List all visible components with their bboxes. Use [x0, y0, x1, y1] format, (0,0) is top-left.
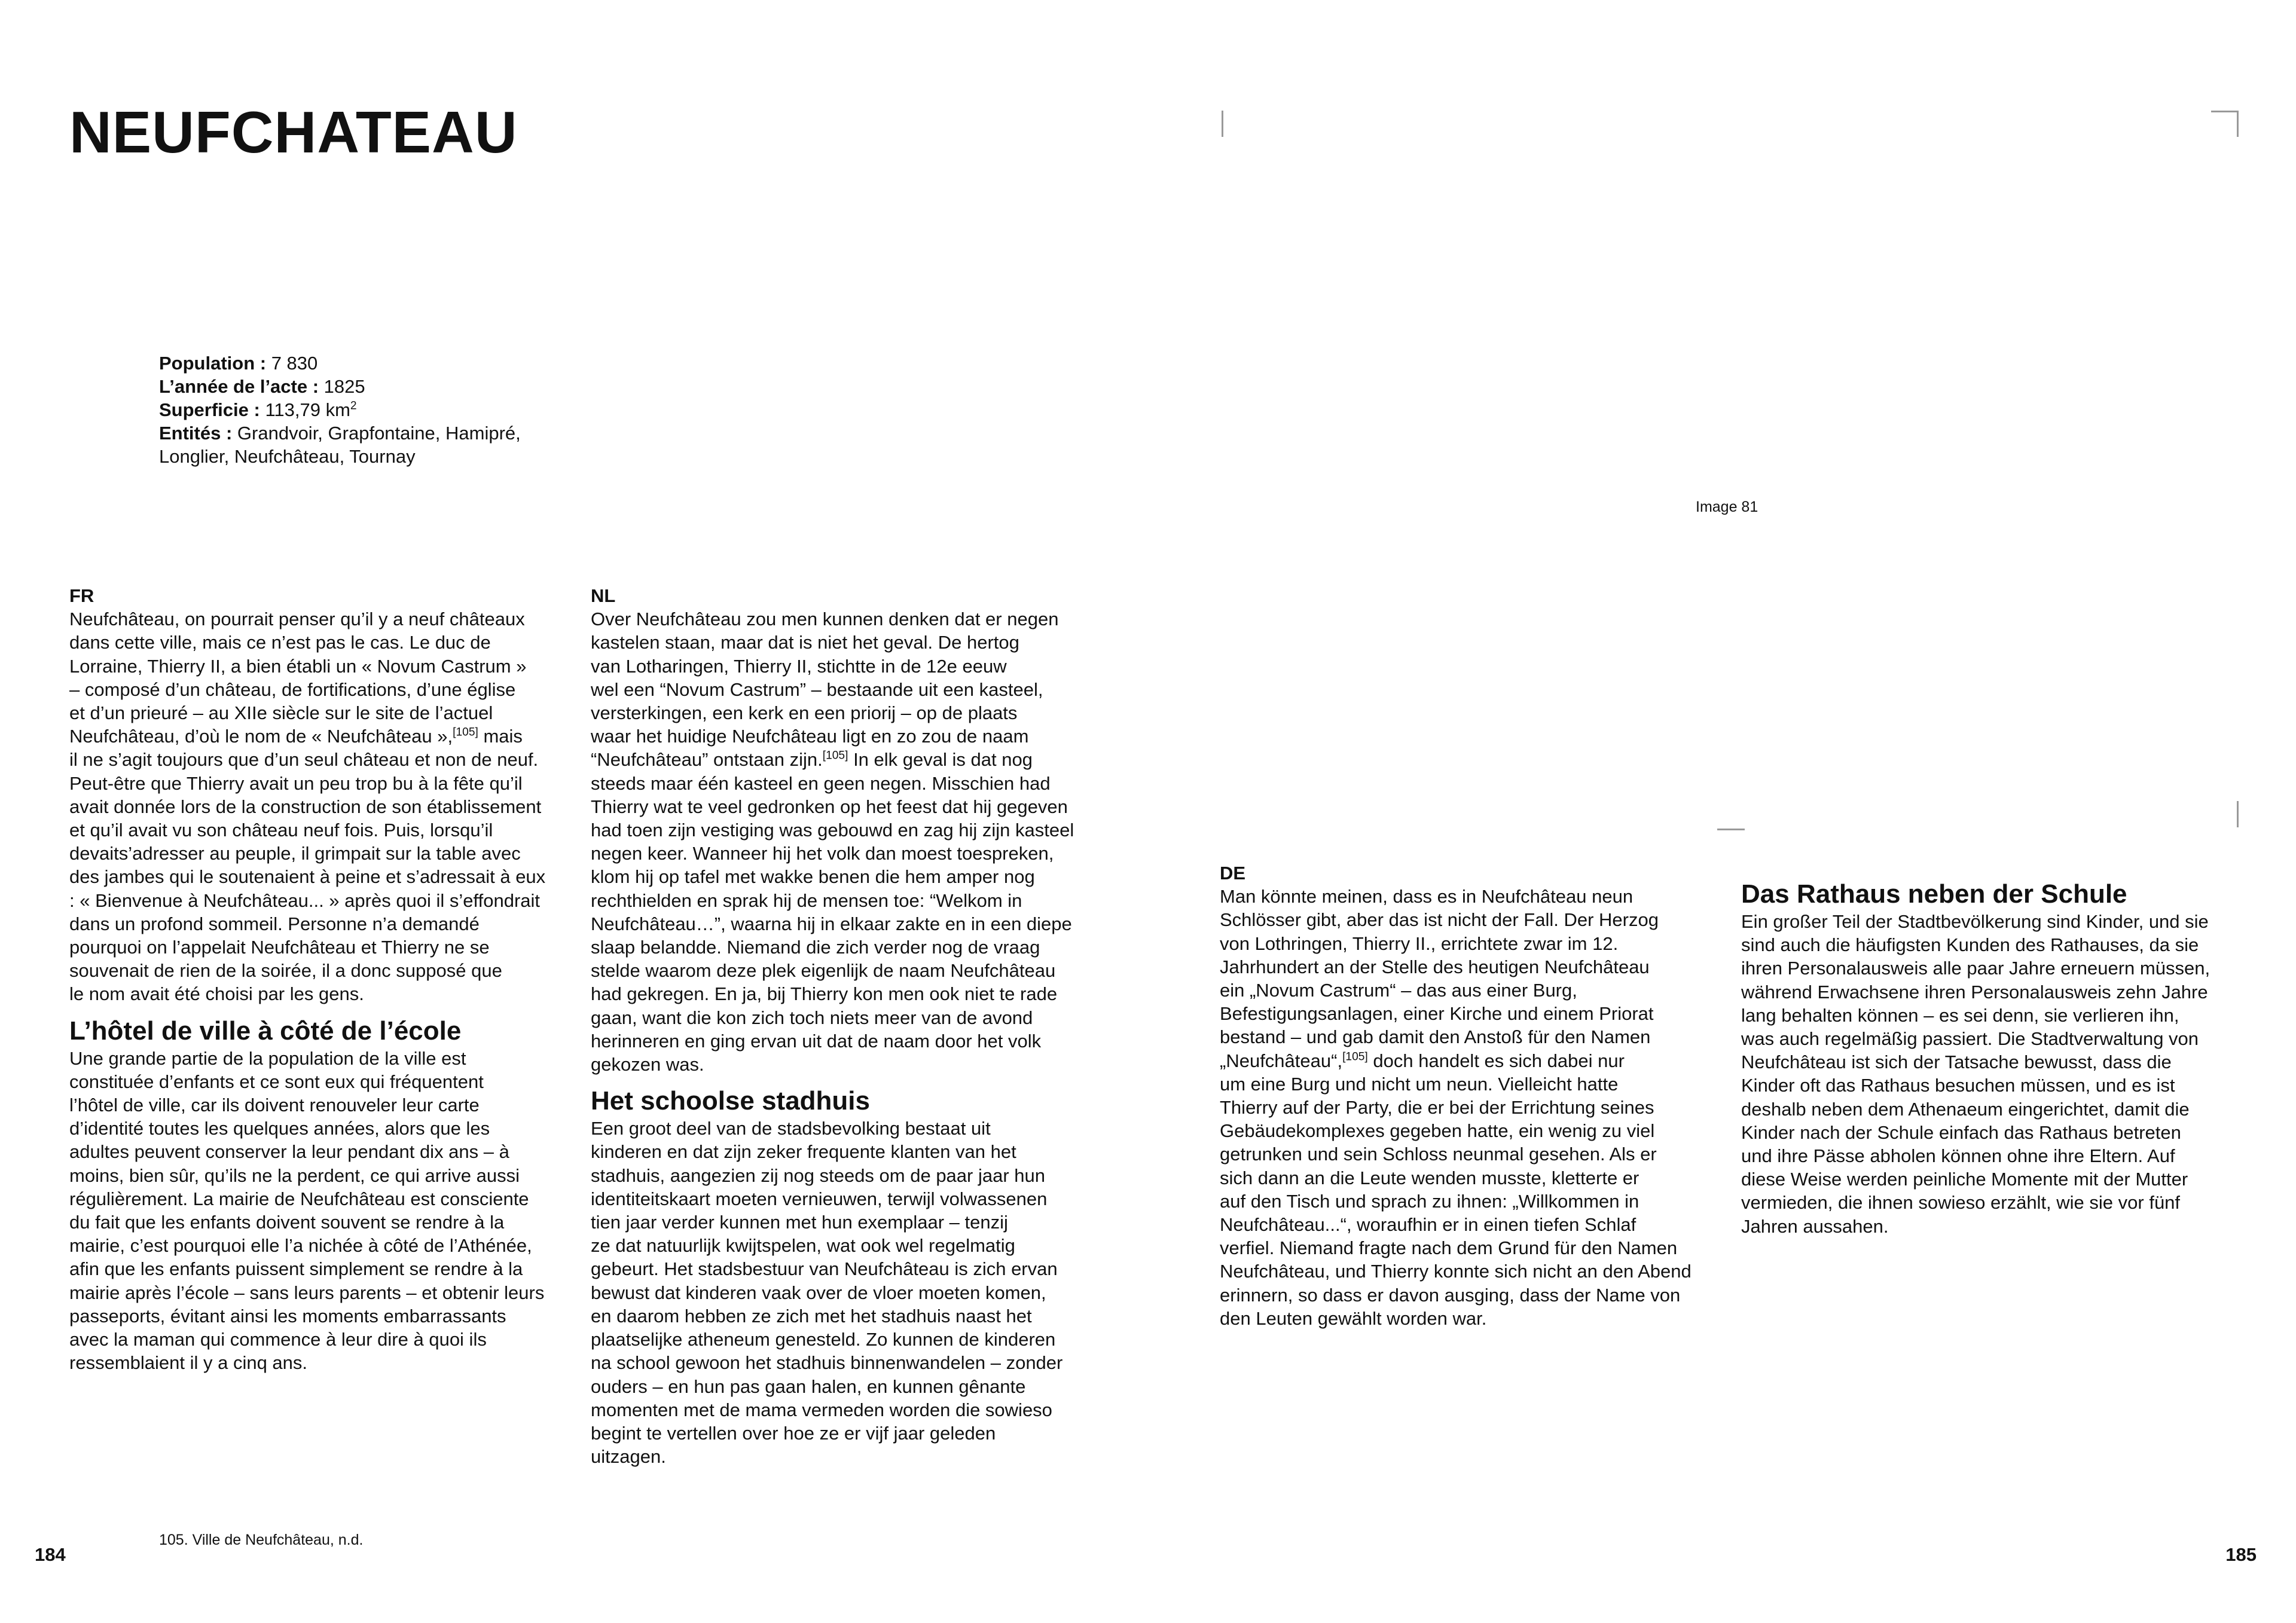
column-de-2	[1741, 879, 2237, 1238]
fact-label: Population :	[159, 353, 267, 374]
column-fr	[69, 584, 560, 1375]
footnote-ref: [105]	[1342, 1050, 1368, 1063]
paragraph-fr-2: Une grande partie de la population de la ville est constituée d’enfants et ce sont eux qui fréquentent l’hôtel de ville, car ils doivent renouveler leur carte d’identité toutes les quelques années, alors que les adultes peuvent conserver la leur pendant dix ans – à moins, bien sûr, qu’ils ne la perdent, ce qui arrive aussi régulièrement. La mairie de Neufchâteau est consciente du fait que les enfants doivent souvent se rendre à la mairie, c’est pourquoi elle l’a nichée à côté de l’Athénée, afin que les enfants puissent simplement se rendre à la mairie après l’école – sans leurs parents – et obtenir leurs passeports, évitant ainsi les moments embarrassants avec la maman qui commence à leur dire à quoi ils ressemblaient il y a cinq ans.	[69, 1047, 545, 1374]
crop-mark-top-right-horizontal	[2211, 111, 2239, 112]
footnote: 105. Ville de Neufchâteau, n.d.	[159, 1532, 364, 1548]
crop-mark-bottom-center	[1717, 829, 1745, 830]
language-label-nl: NL	[591, 585, 616, 606]
fact-superscript: 2	[350, 399, 357, 412]
page-title: NEUFCHATEAU	[69, 99, 518, 165]
footnote-ref: [105]	[822, 750, 848, 763]
crop-mark-top-left	[1222, 111, 1223, 137]
crop-mark-bottom-right	[2237, 801, 2239, 827]
fact-value: 7 830	[266, 353, 318, 374]
paragraph-de-1	[1220, 885, 1716, 1330]
paragraph-de-2: Ein großer Teil der Stadtbevölkerung sind Kinder, und sie sind auch die häufigsten Kunden des Rathauses, da sie ihren Personalausweis alle paar Jahre erneuern müssen, während Erwachsene ihren Personalausweis zehn Jahre lang behalten können – es sei denn, sie verlieren ihn, was auch regelmäßig passiert. Die Stadtverwaltung von Neufchâteau ist sich der Tatsache bewusst, dass die Kinder oft das Rathaus besuchen müssen, und es ist deshalb neben dem Athenaeum eingerichtet, damit die Kinder nach der Schule einfach das Rathaus betreten und ihre Pässe abholen können ohne ihre Eltern. Auf diese Weise werden peinliche Momente mit der Mutter vermieden, die ihnen sowieso erzählt, wie sie vor fünf Jahren aussahen.	[1741, 911, 2210, 1237]
text-run: Neufchâteau, on pourrait penser qu’il y a neuf châteaux dans cette ville, mais ce n’est pas le cas. Le duc de Lorraine, Thierry II, a bien établi un « Novum Castrum » – composé d’un château, de fortifications, d’une église et d’un prieuré – au XIIe siècle sur le site de l’actuel Neufchâteau, d’où le nom de « Neufchâteau »,	[69, 609, 527, 747]
text-run: doch handelt es sich dabei nur um eine Burg und nicht um neun. Vielleicht hatte Thierry auf der Party, die er bei der Errichtung seines Gebäudekomplexes gegeben hatte, ein wenig zu viel getrunken und sein Schloss neunmal gesehen. Als er sich dann an die Leute wenden musste, kletterte er auf den Tisch und sprach zu ihnen: „Willkommen in Neufchâteau...“, woraufhin er in einen tiefen Schlaf verfiel. Niemand fragte nach dem Grund für den Namen Neufchâteau, und Thierry konnte sich nicht an den Abend erinnern, so dass er davon ausging, dass der Name von den Leuten gewählt worden war.	[1220, 1050, 1692, 1329]
column-de	[1220, 861, 1716, 1330]
paragraph-nl-1	[591, 607, 1081, 1076]
column-nl	[591, 584, 1081, 1468]
subheading-nl: Het schoolse stadhuis	[591, 1086, 871, 1116]
fact-value: 113,79 km	[259, 399, 350, 420]
subheading-fr: L’hôtel de ville à côté de l’école	[69, 1016, 462, 1046]
fact-area	[159, 398, 542, 421]
fact-population	[159, 352, 542, 375]
fact-value: 1825	[319, 376, 365, 397]
text-run: In elk geval is dat nog steeds maar één kasteel en geen negen. Misschien had Thierry wat te veel gedronken op het feest dat hij gegeven had toen zijn vestiging was gebouwd en zag hij zijn kasteel negen keer. Wanneer hij het volk dan moest toespreken, klom hij op tafel met wakke benen die hem amper nog rechthielden en sprak hij de mensen toe: “Welkom in Neufchâteau…”, waarna hij in elkaar zakte en in een diepe slaap belandde. Niemand die zich verder nog de vraag stelde waarom deze plek eigenlijk de naam Neufchâteau had gekregen. En ja, bij Thierry kon men ook niet te rade gaan, want die kon zich toch niets meer van de avond herinneren en ging ervan uit dat de naam door het volk gekozen was.	[591, 749, 1074, 1075]
language-label-fr: FR	[69, 585, 94, 606]
facts-block	[159, 352, 542, 468]
page-number-left: 184	[35, 1544, 66, 1565]
language-label-de: DE	[1220, 863, 1246, 884]
fact-entities	[159, 421, 542, 468]
page-number-right: 185	[2225, 1544, 2257, 1565]
fact-label: Superficie :	[159, 399, 260, 420]
fact-year	[159, 375, 542, 398]
paragraph-nl-2: Een groot deel van de stadsbevolking bestaat uit kinderen en dat zijn zeker frequente klanten van het stadhuis, aangezien zij nog steeds om de paar jaar hun identiteitskaart moeten vernieuwen, terwijl volwassenen tien jaar verder kunnen met hun exemplaar – tenzij ze dat natuurlijk kwijtspelen, wat ook wel regelmatig gebeurt. Het stadsbestuur van Neufchâteau is zich ervan bewust dat kinderen vaak over de vloer moeten komen, en daarom hebben ze zich met het stadhuis naast het plaatselijke atheneum genesteld. Zo kunnen de kinderen na school gewoon het stadhuis binnenwandelen – zonder ouders – en hun pas gaan halen, en kunnen gênante momenten met de mama vermeden worden die sowieso begint te vertellen over hoe ze er vijf jaar geleden uitzagen.	[591, 1118, 1063, 1468]
text-run: Man könnte meinen, dass es in Neufchâteau neun Schlösser gibt, aber das ist nicht der Fall. Der Herzog von Lothringen, Thierry II., errichtete zwar im 12. Jahrhundert an der Stelle des heutigen Neufchâteau ein „Novum Castrum“ – das aus einer Burg, Befestigungsanlagen, einer Kirche und einem Priorat bestand – und gab damit den Anstoß für den Namen „Neufchâteau“,	[1220, 886, 1659, 1071]
footnote-ref: [105]	[453, 726, 478, 739]
fact-label: L’année de l’acte :	[159, 376, 319, 397]
text-run: Over Neufchâteau zou men kunnen denken dat er negen kastelen staan, maar dat is niet het geval. De hertog van Lotharingen, Thierry II, stichtte in de 12e eeuw wel een “Novum Castrum” – bestaande uit een kasteel, versterkingen, een kerk en een priorij – op de plaats waar het huidige Neufchâteau ligt en zo zou de naam “Neufchâteau” ontstaan zijn.	[591, 609, 1059, 771]
paragraph-fr-1	[69, 607, 560, 1005]
subheading-de: Das Rathaus neben der Schule	[1741, 879, 2127, 909]
image-caption: Image 81	[1696, 499, 1758, 515]
text-run: mais il ne s’agit toujours que d’un seul château et non de neuf. Peut-être que Thierry avait un peu trop bu à la fête qu’il avait donnée lors de la construction de son établissement et qu’il avait vu son château neuf fois. Puis, lorsqu’il devaits’adresser au peuple, il grimpait sur la table avec des jambes qui le soutenaient à peine et s’adressait à eux : « Bienvenue à Neufchâteau... » après quoi il s’effondrait dans un profond sommeil. Personne n’a demandé pourquoi on l’appelait Neufchâteau et Thierry ne se souvenait de rien de la soirée, il a donc supposé que le nom avait été choisi par les gens.	[69, 726, 546, 1005]
crop-mark-top-right-vertical	[2237, 111, 2239, 137]
fact-value: Grandvoir, Grapfontaine, Hamipré, Longlier, Neufchâteau, Tournay	[159, 423, 521, 467]
fact-label: Entités :	[159, 423, 233, 444]
